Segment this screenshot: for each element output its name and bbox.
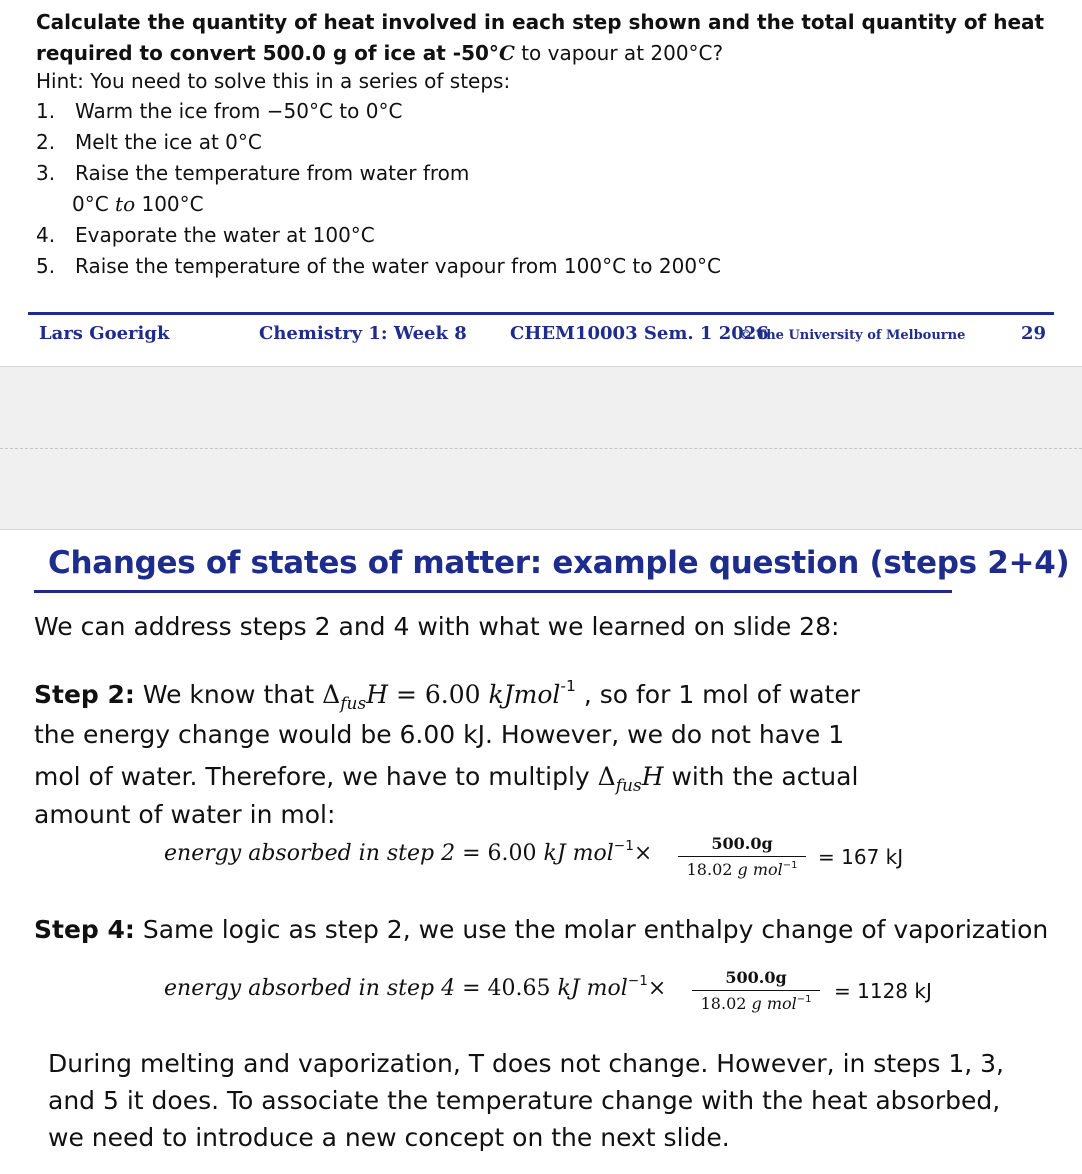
delta-symbol: Δ [322, 680, 341, 709]
slide-title: Changes of states of matter: example question (steps 2+4) [48, 545, 1070, 581]
equation-exponent: −1 [627, 972, 648, 989]
times-sign: × [647, 976, 667, 1001]
unit-c-italic: C [498, 41, 515, 65]
enthalpy-symbol: H [366, 680, 389, 709]
fraction-numerator: 500.0g [725, 968, 787, 987]
fus-subscript: fus [340, 693, 367, 714]
result-step-4: = 1128 kJ [834, 979, 932, 1003]
question-line-2 [36, 38, 1044, 69]
step2-l3a: mol of water. Therefore, we have to multiply [34, 762, 598, 791]
outro-line-1: During melting and vaporization, T does not change. However, in steps 1, 3, [48, 1049, 1005, 1078]
equation-step-4 [164, 972, 667, 1001]
step2-l3b: with the actual [663, 762, 859, 791]
step2-l1b: , so for 1 mol of water [575, 680, 860, 709]
step4-label: Step 4: [34, 915, 135, 944]
denominator-value: 18.02 [686, 860, 738, 879]
step-text: Raise the temperature from water from [75, 161, 470, 185]
fusion-unit: kJmol [488, 680, 561, 709]
step-number: 3. [36, 161, 56, 185]
question-text [36, 7, 1044, 69]
step-text: Warm the ice from −50°C to 0°C [75, 99, 403, 123]
fraction-numerator: 500.0g [711, 834, 773, 853]
equation-lhs: energy absorbed in step 2 [164, 841, 456, 866]
equals-sign: = [388, 680, 425, 709]
step-3-continuation [72, 190, 204, 218]
unit-exponent: -1 [560, 677, 576, 696]
step-number: 5. [36, 254, 56, 278]
footer-copyright: © The University of Melbourne [739, 328, 966, 343]
step3-end: 100°C [135, 192, 204, 216]
footer-page-number: 29 [1021, 323, 1047, 344]
fraction-step-4 [692, 968, 820, 1013]
title-underline [34, 590, 952, 593]
outro-paragraph [48, 1045, 1004, 1156]
denominator-value: 18.02 [700, 994, 752, 1013]
hint-text: Hint: You need to solve this in a series of steps: [36, 69, 511, 93]
step3-to: to [115, 192, 136, 216]
step-number: 2. [36, 130, 56, 154]
equation-unit: kJ mol [557, 976, 628, 1001]
equation-lhs: energy absorbed in step 4 [164, 976, 456, 1001]
question-line-2a: required to convert 500.0 g of ice at -50° [36, 41, 499, 65]
footer-course: Chemistry 1: Week 8 [259, 323, 467, 344]
footer-rule [28, 312, 1054, 315]
fraction-bar [678, 856, 806, 857]
enthalpy-symbol: H [641, 762, 664, 791]
footer-author: Lars Goerigk [39, 323, 170, 344]
denominator-unit: g mol [737, 860, 783, 879]
fus-subscript: fus [615, 775, 642, 796]
equation-unit: kJ mol [543, 841, 614, 866]
footer-code: CHEM10003 Sem. 1 2026 [510, 323, 769, 344]
step2-line-1 [34, 675, 860, 718]
equation-step-2 [164, 837, 653, 866]
outro-line-2: and 5 it does. To associate the temperature change with the heat absorbed, [48, 1086, 1001, 1115]
delta-symbol: Δ [597, 762, 616, 791]
step4-text: Same logic as step 2, we use the molar enthalpy change of vaporization [134, 915, 1049, 944]
step2-label: Step 2: [34, 680, 135, 709]
step-text: Evaporate the water at 100°C [75, 223, 375, 247]
fraction-denominator [692, 994, 820, 1013]
fraction-step-2 [678, 834, 806, 879]
intro-text: We can address steps 2 and 4 with what we learned on slide 28: [34, 612, 840, 641]
denominator-exponent: −1 [796, 993, 812, 1005]
step-number: 4. [36, 223, 56, 247]
step2-line-2: the energy change would be 6.00 kJ. However, we do not have 1 [34, 720, 845, 749]
step-text: Raise the temperature of the water vapour from 100°C to 200°C [75, 254, 722, 278]
question-line-1: Calculate the quantity of heat involved in each step shown and the total quantity of heat [36, 10, 1045, 34]
step4-line [34, 910, 1048, 950]
step3-from: 0°C [72, 192, 116, 216]
step-number: 1. [36, 99, 56, 123]
times-sign: × [633, 841, 653, 866]
equation-coefficient: = 40.65 [462, 976, 558, 1001]
equation-exponent: −1 [613, 837, 634, 854]
denominator-unit: g mol [751, 994, 797, 1013]
denominator-exponent: −1 [782, 859, 798, 871]
step2-line-4: amount of water in mol: [34, 800, 336, 829]
fraction-denominator [678, 860, 806, 879]
step2-line-3 [34, 757, 858, 800]
step2-l1a: We know that [134, 680, 323, 709]
step-text: Melt the ice at 0°C [75, 130, 262, 154]
fusion-value: 6.00 [424, 680, 489, 709]
equation-coefficient: = 6.00 [462, 841, 544, 866]
slide-gap [0, 366, 1082, 530]
page-break-line [0, 448, 1082, 449]
question-line-2b: to vapour at 200°C? [514, 41, 724, 65]
outro-line-3: we need to introduce a new concept on the next slide. [48, 1123, 730, 1152]
result-step-2: = 167 kJ [818, 845, 904, 869]
fraction-bar [692, 990, 820, 991]
